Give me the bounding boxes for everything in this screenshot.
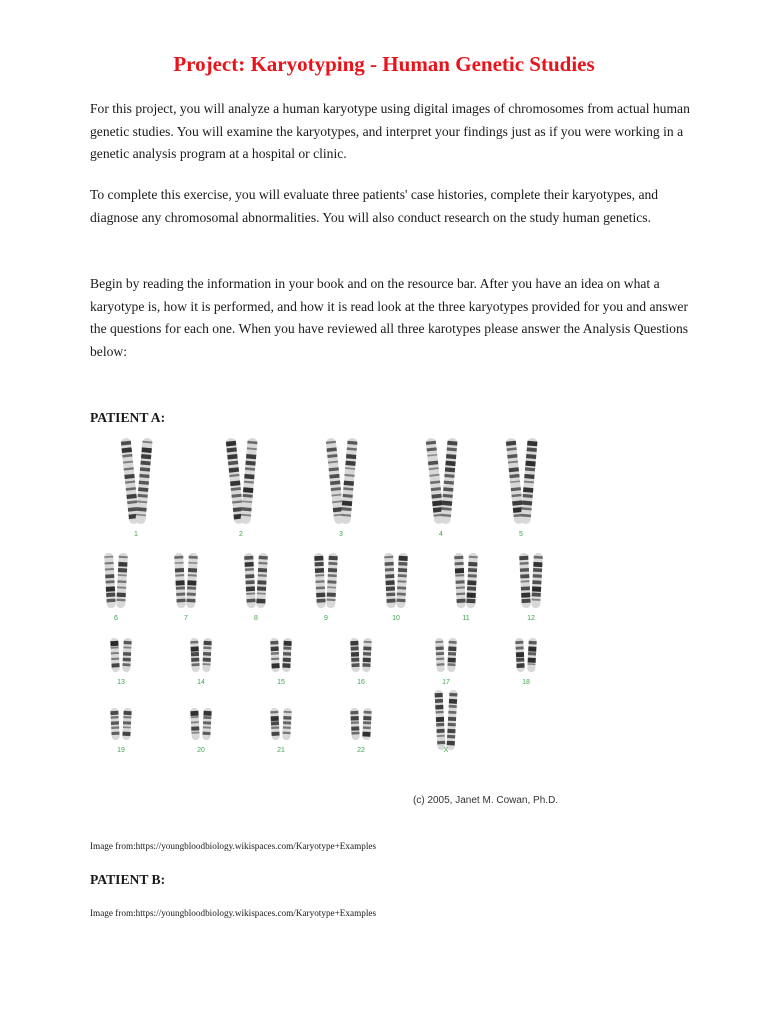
document-title: Project: Karyotyping - Human Genetic Studies [173, 52, 595, 76]
instructions-paragraph: Begin by reading the information in your book and on the resource bar. After you have an idea on what a karyotype is, how it is performed, and how it is read look at the three karyotypes provided for you and answer the questions for each one. When you have reviewed all three karotypes please answer the Analysis Questions below: [90, 276, 689, 359]
exercise-paragraph: To complete this exercise, you will evaluate three patients' case histories, complete their karyotypes, and diagnose any chromosomal abnormalities. You will also conduct research on the study human genetics. [90, 187, 659, 225]
chromosome-label: 10 [392, 615, 400, 622]
chromosome-label: 15 [277, 679, 285, 686]
chromosome-label: 2 [239, 531, 243, 538]
chromosome-label: 16 [357, 679, 365, 686]
karyotype-copyright: (c) 2005, Janet M. Cowan, Ph.D. [413, 795, 559, 806]
chromosome-label: 6 [114, 615, 118, 622]
patient-a-image-caption: Image from:https://youngbloodbiology.wikispaces.com/Karyotype+Examples [90, 841, 377, 851]
chromosome-label: 19 [117, 747, 125, 754]
chromosome-label: 4 [439, 531, 443, 538]
patient-b-heading: PATIENT B: [90, 872, 166, 887]
patient-b-image-caption: Image from:https://youngbloodbiology.wikispaces.com/Karyotype+Examples [90, 908, 377, 918]
chromosome-label: X [443, 747, 449, 754]
chromosome-label: 11 [462, 615, 470, 622]
chromosome-label: 9 [324, 615, 328, 622]
chromosome-label: 17 [442, 679, 450, 686]
chromosome-label: 22 [357, 747, 365, 754]
chromosome-label: 18 [522, 679, 530, 686]
chromosome-label: 13 [117, 679, 125, 686]
chromosome-label: 12 [527, 615, 535, 622]
chromosome-label: 1 [134, 531, 138, 538]
chromosome-label: 3 [339, 531, 343, 538]
intro-paragraph: For this project, you will analyze a human karyotype using digital images of chromosomes from actual human genetic studies. You will examine the karyotypes, and interpret your findings just as if you were working in a genetic analysis program at a hospital or clinic. [90, 101, 690, 161]
chromosome-label: 20 [197, 747, 205, 754]
chromosome-label: 8 [254, 615, 258, 622]
patient-a-karyotype-image [90, 428, 590, 820]
chromosome-label: 14 [197, 679, 205, 686]
chromosome-label: 21 [277, 747, 285, 754]
chromosome-label: 7 [184, 615, 188, 622]
patient-a-heading: PATIENT A: [90, 410, 166, 425]
chromosome-label: 5 [519, 531, 523, 538]
